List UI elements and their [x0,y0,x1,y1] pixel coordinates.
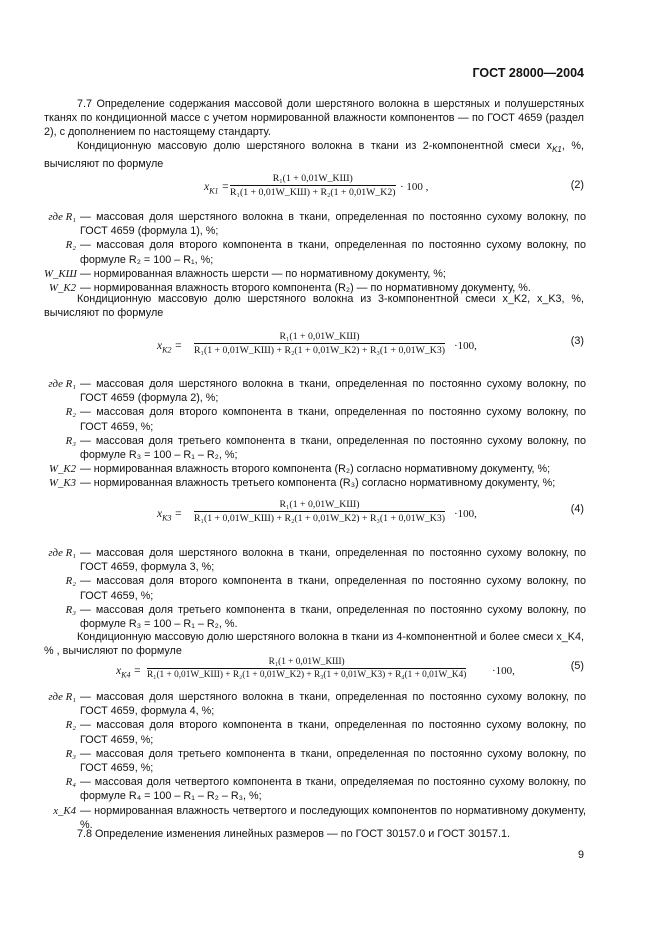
definition-symbol: R₃ [65,603,76,616]
formula-4: $x_{K3}$ = R₁(1 + 0,01W_KШ) R₁(1 + 0,01W_KШ) + R₂(1 + 0,01W_K2) + R₃(1 + 0,01W_K3) ·100, (4) [157,499,584,524]
definition-text: — массовая доля шерстяного волокна в ткани, определенная по постоянно сухому волокну, по ГОСТ 4659, формула 4, %; [80,691,586,718]
definition-symbol: R₃ [65,747,76,760]
definition-item [44,775,586,803]
formula-5-numerator: R₁(1 + 0,01W_KШ) [147,657,466,669]
formula-5-denominator: R₁(1 + 0,01W_KШ) + R₂(1 + 0,01W_K2) + R₃(1 + 0,01W_K3) + R₄(1 + 0,01W_K4) [147,670,467,680]
definition-item [44,238,586,266]
intro-formula-3: Кондиционную массовую долю шерстяного волокна из 3-компонентной смеси x_K2, x_K3, %, вычисляют по формуле [44,293,584,320]
formula-3-number: (3) [570,335,584,347]
definition-symbol: R₃ [65,434,76,447]
page-number: 9 [577,849,584,861]
definition-text: — массовая доля второго компонента в ткани, определенная по постоянно сухому волокну, по ГОСТ 4659, %; [80,575,586,602]
definition-text: — массовая доля третьего компонента в ткани, определенная по постоянно сухому волокну, по формуле R₃ = 100 – R₁ – R₂, %; [80,434,586,462]
definitions-formula-2 [44,210,586,295]
definition-item [44,405,586,433]
definition-text: — нормированная влажность третьего компонента (R₃) согласно нормативному документу, %; [80,477,556,490]
definition-item [44,462,586,476]
definition-item [44,210,586,238]
formula-4-number: (4) [570,503,584,515]
definition-symbol: R₂ [65,406,76,419]
definition-text: — массовая доля третьего компонента в ткани, определенная по постоянно сухому волокну, по формуле R₃ = 100 – R₁ – R₂, %. [80,603,586,631]
definition-text: — массовая доля шерстяного волокна в ткани, определенная по постоянно сухому волокну, по ГОСТ 4659, формула 3, %; [80,547,586,574]
definition-symbol: где R₁ [48,211,76,223]
formula-2-denominator: R₁(1 + 0,01W_KШ) + R₂(1 + 0,01W_K2) [230,187,396,198]
formula-4-numerator: R₁(1 + 0,01W_KШ) [194,499,445,512]
intro-formula-2: Кондиционную массовую долю шерстяного волокна в ткани из 2-компонентной смеси $x_{K1}$, %, вычисляют по формуле [44,140,584,171]
formula-5: $x_{K4}$ = R₁(1 + 0,01W_KШ) R₁(1 + 0,01W_KШ) + R₂(1 + 0,01W_K2) + R₃(1 + 0,01W_K3) + R₄(1 + 0,01W_K4) ·100, (5) [116,657,584,680]
formula-3: $x_{K2}$ = R₁(1 + 0,01W_KШ) R₁(1 + 0,01W_KШ) + R₂(1 + 0,01W_K2) + R₃(1 + 0,01W_K3) ·100, (3) [157,331,584,356]
definitions-formula-4 [44,546,586,631]
definition-symbol: R₂ [65,239,76,252]
formula-2-numerator: R₁(1 + 0,01W_KШ) [230,173,396,186]
definition-text: — массовая доля четвертого компонента в ткани, определяемая по постоянно сухому волокну, по формуле R₄ = 100 – R₁ – R₂ – R₃, %; [80,776,586,803]
definition-item [44,476,586,490]
definition-symbol: R₂ [65,719,76,732]
definition-text: — массовая доля второго компонента в ткани, определенная по постоянно сухому волокну, по ГОСТ 4659, %; [80,406,586,433]
definition-symbol: R₄ [65,776,76,789]
definition-text: — массовая доля шерстяного волокна в ткани, определенная по постоянно сухому волокну, по ГОСТ 4659 (формула 2), %; [80,378,586,405]
definition-text: — нормированная влажность второго компонента (R₂) — по нормативному документу, %. [80,282,531,295]
definition-item [44,690,586,718]
definition-text: — массовая доля третьего компонента в ткани, определенная по постоянно сухому волокну, по ГОСТ 4659, %; [80,747,586,775]
section-7-7: 7.7 Определение содержания массовой доли шерстяного волокна в шерстяных и полушерстяных тканях по кондиционной массе с учетом нормированной влажности компонентов — по ГОСТ 4659 (раздел 2), с дополнением по настоящему стандарту. [44,98,584,139]
definition-item [44,434,586,462]
definition-symbol: R₂ [65,575,76,588]
definition-symbol: где R₁ [48,378,76,390]
formula-2-number: (2) [570,179,584,191]
definition-item [44,574,586,602]
formula-3-numerator: R₁(1 + 0,01W_KШ) [194,331,445,344]
formula-5-number: (5) [570,660,584,672]
formula-3-denominator: R₁(1 + 0,01W_KШ) + R₂(1 + 0,01W_K2) + R₃(1 + 0,01W_K3) [194,345,446,356]
definitions-formula-5 [44,690,586,832]
formula-2: $x_{K1}$ = R₁(1 + 0,01W_KШ) R₁(1 + 0,01W_KШ) + R₂(1 + 0,01W_K2) · 100 , (2) [204,173,584,198]
definition-symbol: где R₁ [48,547,76,559]
definition-text: — нормированная влажность четвертого и последующих компонентов по нормативному документу, %. [80,804,586,831]
definition-text: — нормированная влажность шерсти — по нормативному документу, %; [80,267,446,280]
definition-text: — массовая доля второго компонента в ткани, определенная по постоянно сухому волокну, по формуле R₂ = 100 – R₁, %; [80,239,586,266]
formula-4-denominator: R₁(1 + 0,01W_KШ) + R₂(1 + 0,01W_K2) + R₃(1 + 0,01W_K3) [194,513,446,524]
definition-item [44,267,586,281]
definition-text: — массовая доля второго компонента в ткани, определенная по постоянно сухому волокну, по ГОСТ 4659, %; [80,719,586,746]
definition-item [44,718,586,746]
intro-formula-5: Кондиционную массовую долю шерстяного волокна в ткани из 4-компонентной и более смеси x_K4, % , вычисляют по формуле [44,631,584,658]
definition-text: — нормированная влажность второго компонента (R₂) согласно нормативному документу, %; [80,463,551,476]
definition-symbol: x_K4 [53,804,76,817]
definition-symbol: где R₁ [48,691,76,703]
definition-symbol: W_K2 [49,282,76,295]
section-7-8: 7.8 Определение изменения линейных размеров — по ГОСТ 30157.0 и ГОСТ 30157.1. [77,828,511,840]
definition-symbol: W_KШ [44,267,77,280]
definition-symbol: W_K2 [49,463,76,476]
definition-item [44,603,586,631]
definition-text: — массовая доля шерстяного волокна в ткани, определенная по постоянно сухому волокну, по ГОСТ 4659 (формула 1), %; [80,211,586,238]
definition-item [44,377,586,405]
document-header: ГОСТ 28000—2004 [472,66,584,80]
definition-item [44,546,586,574]
definition-symbol: W_K3 [49,477,76,490]
definitions-formula-3 [44,377,586,491]
definition-item [44,747,586,775]
